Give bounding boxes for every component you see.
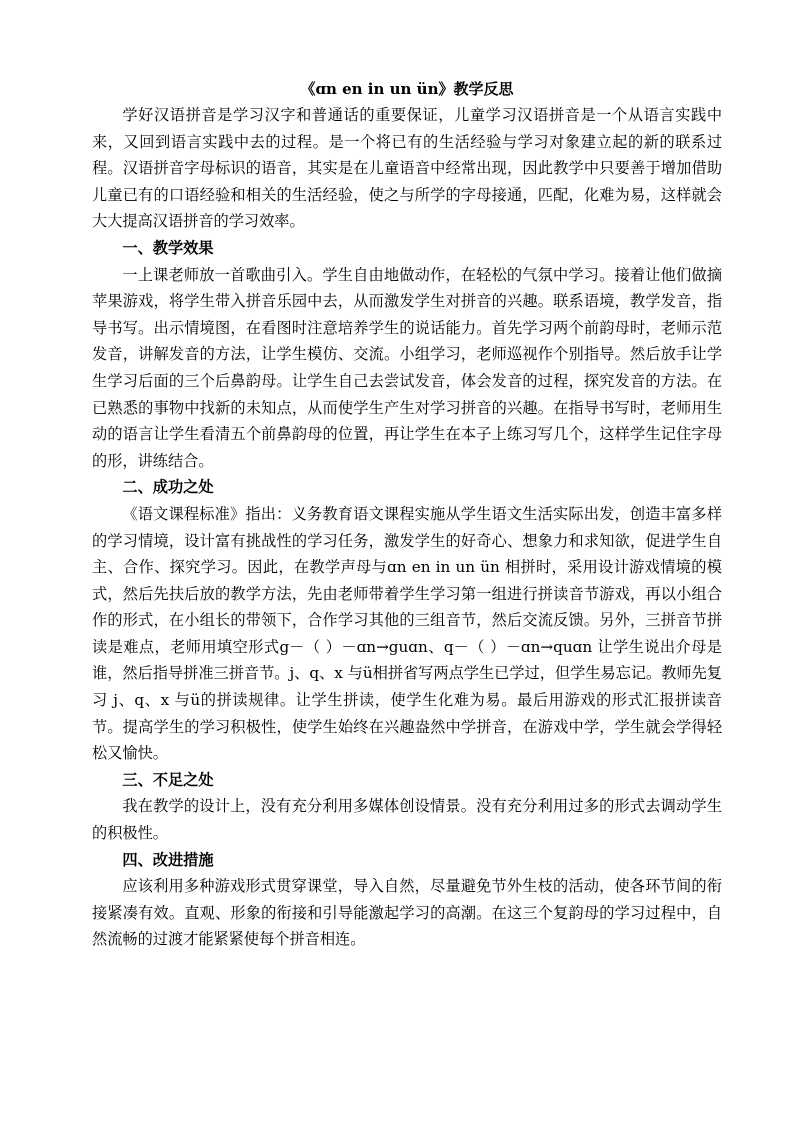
section-heading: 四、改进措施 (122, 850, 214, 869)
section-teaching-effect (92, 235, 722, 474)
section-paragraph: 我在教学的设计上，没有充分利用多媒体创设情景。没有充分利用过多的形式去调动学生的积极性。 (92, 797, 722, 843)
section-paragraph: 《语文课程标准》指出：义务教育语文课程实施从学生语文生活实际出发，创造丰富多样的学习情境，设计富有挑战性的学习任务，激发学生的好奇心、想象力和求知欲，促进学生自主、合作、探究学习。因此，在教学声母与ɑn en in un ün 相拼时，采用设计游戏情境的模式，然后先扶后放的教学方法，先由老师带着学生学习第一组进行拼读音节游戏，再以小组合作的形式，在小组长的带领下，合作学习其他的三组音节，然后交流反馈。另外，三拼音节拼读是难点，老师用填空形式g－（ ）－ɑn→guɑn、q－（ ）－ɑn→quɑn 让学生说出介母是谁，然后指导拼准三拼音节。j、q、x 与ü相拼省写两点学生已学过，但学生易忘记。教师先复习 j、q、x 与ü的拼读规律。让学生拼读，使学生化难为易。最后用游戏的形式汇报拼读音节。提高学生的学习积极性，使学生始终在兴趣盎然中学拼音，在游戏中学，学生就会学得轻松又愉快。 (92, 504, 722, 763)
section-shortcomings (92, 767, 722, 847)
intro-paragraph: 学好汉语拼音是学习汉字和普通话的重要保证，儿童学习汉语拼音是一个从语言实践中来，又回到语言实践中去的过程。是一个将已有的生活经验与学习对象建立起的新的联系过程。汉语拼音字母标识的语音，其实是在儿童语音中经常出现，因此教学中只要善于增加借助儿童已有的口语经验和相关的生活经验，使之与所学的字母接通，匹配，化难为易，这样就会大大提高汉语拼音的学习效率。 (92, 106, 722, 231)
section-paragraph: 应该利用多种游戏形式贯穿课堂，导入自然，尽量避免节外生枝的活动，使各环节间的衔接紧凑有效。直观、形象的衔接和引导能激起学习的高潮。在这三个复韵母的学习过程中，自然流畅的过渡才能紧紧使每个拼音相连。 (92, 877, 722, 949)
section-heading: 一、教学效果 (122, 238, 214, 257)
section-successes (92, 474, 722, 767)
document-title: 《ɑn en in un ün》教学反思 (300, 80, 514, 98)
section-paragraph: 一上课老师放一首歌曲引入。学生自由地做动作，在轻松的气氛中学习。接着让他们做摘苹果游戏，将学生带入拼音乐园中去，从而激发学生对拼音的兴趣。联系语境，教学发音，指导书写。出示情境图，在看图时注意培养学生的说话能力。首先学习两个前韵母时，老师示范发音，讲解发音的方法，让学生模仿、交流。小组学习，老师巡视作个别指导。然后放手让学生学习后面的三个后鼻韵母。让学生自己去尝试发音，体会发音的过程，探究发音的方法。在已熟悉的事物中找新的未知点，从而使学生产生对学习拼音的兴趣。在指导书写时，老师用生动的语言让学生看清五个前鼻韵母的位置，再让学生在本子上练习写几个，这样学生记住字母的形，讲练结合。 (92, 265, 722, 470)
section-improvements (92, 847, 722, 953)
document-page (92, 78, 722, 953)
section-heading: 三、不足之处 (122, 770, 214, 789)
section-heading: 二、成功之处 (122, 478, 214, 497)
